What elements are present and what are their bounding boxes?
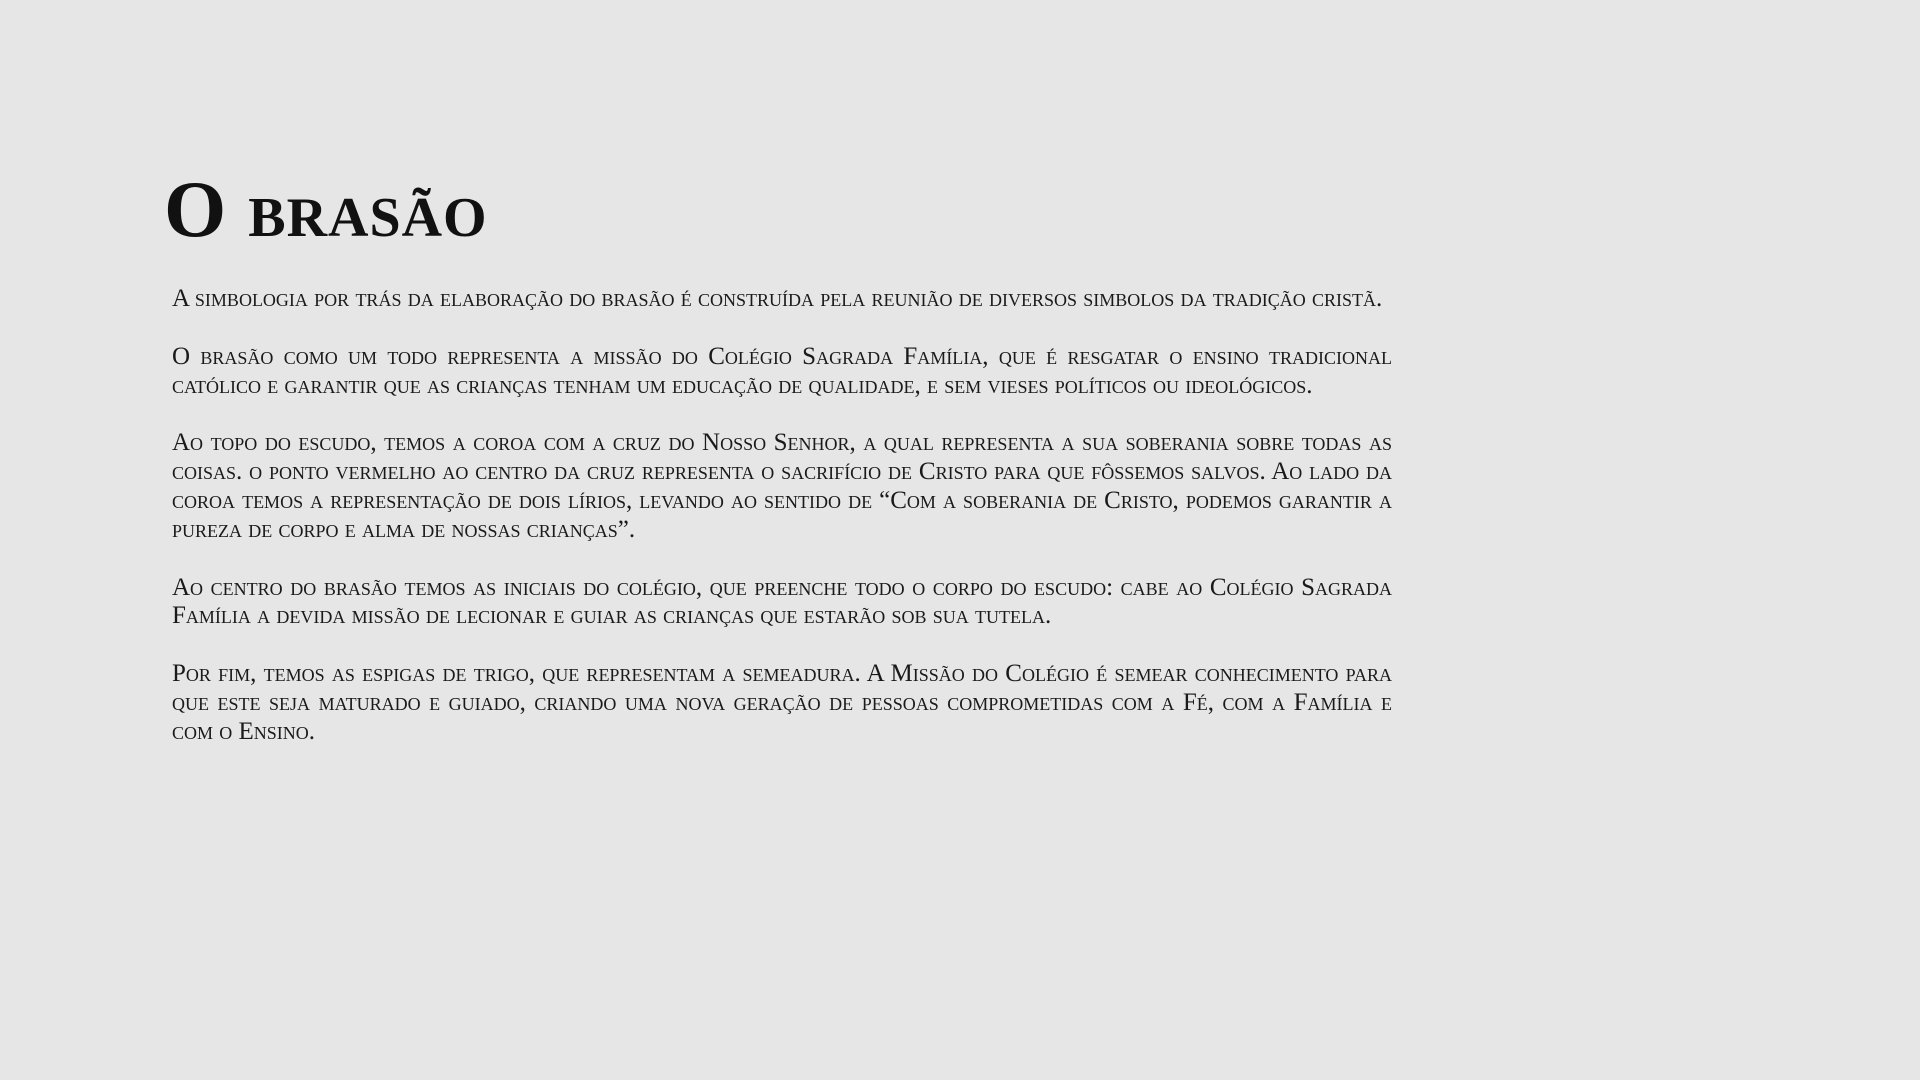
slide-title: O brasão bbox=[164, 166, 488, 254]
paragraph-wheat: Por fim, temos as espigas de trigo, que representam a semeadura. A Missão do Colégio é semear conhecimento para que este seja maturado e guiado, criando uma nova geração de pessoas comprometidas com a Fé, com a Família e com o Ensino. bbox=[172, 660, 1392, 745]
paragraph-intro: A simbologia por trás da elaboração do brasão é construída pela reunião de diversos simbolos da tradição cristã. bbox=[172, 285, 1383, 312]
paragraph-initials: Ao centro do brasão temos as iniciais do colégio, que preenche todo o corpo do escudo: cabe ao Colégio Sagrada Família a devida missão de lecionar e guiar as crianças que estarão sob sua tutela. bbox=[172, 573, 1392, 630]
paragraph-crown: Ao topo do escudo, temos a coroa com a cruz do Nosso Senhor, a qual representa a sua soberania sobre todas as coisas. o ponto vermelho ao centro da cruz representa o sacrifício de Cristo para que fôssemos salvos. Ao lado da coroa temos a representação de dois lírios, levando ao sentido de “Com a soberania de Cristo, podemos garantir a pureza de corpo e alma de nossas crianças”. bbox=[172, 429, 1392, 543]
slide-body bbox=[172, 285, 1392, 776]
paragraph-mission: O brasão como um todo representa a missão do Colégio Sagrada Família, que é resgatar o ensino tradicional católico e garantir que as crianças tenham um educação de qualidade, e sem vieses políticos ou ideológicos. bbox=[172, 342, 1392, 399]
